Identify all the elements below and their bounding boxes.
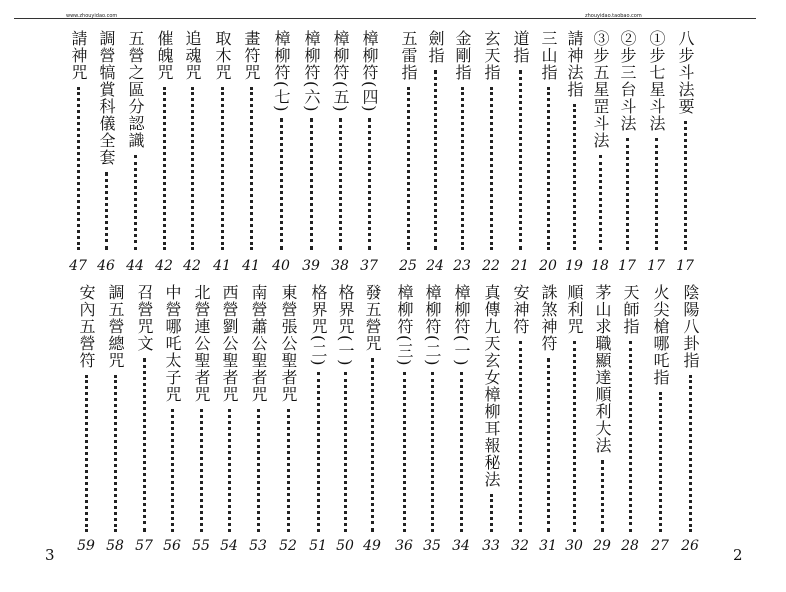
- toc-lower-page-number: 34: [452, 538, 470, 554]
- dot-leader: [163, 87, 166, 250]
- dot-leader: [601, 460, 604, 532]
- dot-leader: [684, 121, 687, 250]
- dot-leader: [77, 87, 80, 250]
- toc-upper-entry-title: ①步七星斗法: [647, 30, 666, 132]
- toc-upper-entry: [300, 30, 322, 250]
- dot-leader: [573, 341, 576, 532]
- toc-lower-page-number: 36: [395, 538, 413, 554]
- dot-leader: [143, 358, 146, 532]
- toc-lower-page-number: 35: [423, 538, 441, 554]
- toc-upper-entry: [358, 30, 380, 250]
- toc-lower-entry: [307, 284, 329, 532]
- toc-lower-entry: [679, 284, 701, 532]
- toc-upper-entry-title: ③步五星罡斗法: [591, 30, 610, 149]
- toc-lower-page-number: 49: [363, 538, 381, 554]
- toc-lower-page-number: 31: [539, 538, 557, 554]
- toc-lower-page-number: 55: [192, 538, 210, 554]
- dot-leader: [317, 372, 320, 532]
- toc-lower-page-number: 26: [681, 538, 699, 554]
- toc-lower-entry-title: 真傳九天玄女樟柳耳報秘法: [482, 284, 501, 488]
- toc-upper-entry: [509, 30, 531, 250]
- dot-leader: [368, 118, 371, 250]
- dot-leader: [339, 118, 342, 250]
- toc-upper-entry: [240, 30, 262, 250]
- toc-upper-entry: [480, 30, 502, 250]
- toc-upper-entry-title: 請神法指: [565, 30, 584, 98]
- toc-upper-entry: [537, 30, 559, 250]
- toc-upper-entry-title: 金剛指: [453, 30, 472, 81]
- toc-upper-entry-title: 樟柳符(五): [331, 30, 350, 113]
- toc-upper-page-number: 23: [453, 258, 471, 274]
- toc-lower-entry-title: 南營蕭公聖者咒: [249, 284, 268, 403]
- toc-upper-entry-title: 五營之區分認識: [126, 30, 145, 149]
- toc-upper-entry: [397, 30, 419, 250]
- toc-lower-entry: [537, 284, 559, 532]
- toc-upper-entry-title: 催魄咒: [155, 30, 174, 81]
- toc-upper-entry: [616, 30, 638, 250]
- toc-upper-entry-title: 取木咒: [213, 30, 232, 81]
- toc-lower-entry-title: 北營連公聖者咒: [192, 284, 211, 403]
- toc-lower-entry: [509, 284, 531, 532]
- toc-lower-page-number: 54: [220, 538, 238, 554]
- folio-left: 3: [45, 546, 55, 564]
- toc-lower-page-number: 56: [163, 538, 181, 554]
- toc-upper-page-number: 44: [126, 258, 144, 274]
- dot-leader: [403, 372, 406, 532]
- dot-leader: [460, 372, 463, 532]
- toc-lower-entry: [421, 284, 443, 532]
- dot-leader: [655, 138, 658, 250]
- toc-lower-page-number: 53: [249, 538, 267, 554]
- toc-lower-entry-title: 格界咒(二): [309, 284, 328, 367]
- toc-upper-page-number: 38: [331, 258, 349, 274]
- toc-lower-entry: [619, 284, 641, 532]
- dot-leader: [573, 104, 576, 250]
- toc-upper-page-number: 46: [97, 258, 115, 274]
- toc-lower-entry: [649, 284, 671, 532]
- toc-lower-entry: [393, 284, 415, 532]
- toc-lower-entry: [218, 284, 240, 532]
- toc-upper-entry: [563, 30, 585, 250]
- toc-lower-entry-title: 樟柳符(三): [395, 284, 414, 367]
- toc-lower-entry-title: 安神符: [511, 284, 530, 335]
- toc-upper-page-number: 39: [302, 258, 320, 274]
- toc-upper-entry-title: 劍指: [426, 30, 445, 64]
- dot-leader: [519, 341, 522, 532]
- toc-lower-entry-title: 茅山求職顯達順利大法: [593, 284, 612, 454]
- toc-lower-entry-title: 火尖槍哪吒指: [651, 284, 670, 386]
- dot-leader: [134, 155, 137, 250]
- toc-upper-entry: [124, 30, 146, 250]
- toc-lower-entry-title: 西營劉公聖者咒: [220, 284, 239, 403]
- toc-lower-entry-title: 發五營咒: [363, 284, 382, 352]
- toc-upper-entry: [270, 30, 292, 250]
- toc-lower-entry-title: 順利咒: [565, 284, 584, 335]
- toc-upper-entry-title: 八步斗法要: [676, 30, 695, 115]
- toc-lower-page-number: 52: [279, 538, 297, 554]
- toc-upper-entry: [329, 30, 351, 250]
- toc-upper-entry: [645, 30, 667, 250]
- toc-lower-entry: [480, 284, 502, 532]
- toc-upper-entry-title: 道指: [511, 30, 530, 64]
- dot-leader: [519, 70, 522, 250]
- dot-leader: [257, 409, 260, 532]
- dot-leader: [85, 375, 88, 532]
- toc-upper-page-number: 42: [155, 258, 173, 274]
- toc-upper-entry: [153, 30, 175, 250]
- toc-upper-page-number: 17: [647, 258, 665, 274]
- toc-upper-page-number: 21: [511, 258, 529, 274]
- toc-lower-entry-title: 調五營總咒: [106, 284, 125, 369]
- dot-leader: [287, 409, 290, 532]
- dot-leader: [689, 375, 692, 532]
- dot-leader: [431, 372, 434, 532]
- dot-leader: [114, 375, 117, 532]
- toc-lower-entry-title: 格界咒(一): [336, 284, 355, 367]
- dot-leader: [407, 87, 410, 250]
- dot-leader: [626, 138, 629, 250]
- toc-lower-entry-title: 召營咒文: [135, 284, 154, 352]
- dot-leader: [191, 87, 194, 250]
- folio-right: 2: [733, 546, 743, 564]
- toc-lower-page-number: 58: [106, 538, 124, 554]
- toc-upper-page-number: 37: [360, 258, 378, 274]
- toc-lower-entry: [104, 284, 126, 532]
- toc-lower-page-number: 57: [135, 538, 153, 554]
- toc-lower-entry: [334, 284, 356, 532]
- toc-lower-entry: [75, 284, 97, 532]
- toc-upper-entry-title: 請神咒: [69, 30, 88, 81]
- toc-upper-entry: [67, 30, 89, 250]
- toc-lower-entry-title: 東營張公聖者咒: [279, 284, 298, 403]
- toc-upper-entry-title: 玄天指: [482, 30, 501, 81]
- dot-leader: [547, 358, 550, 532]
- toc-upper-entry-title: 樟柳符(四): [360, 30, 379, 113]
- dot-leader: [280, 118, 283, 250]
- dot-leader: [228, 409, 231, 532]
- toc-upper-entry: [424, 30, 446, 250]
- toc-lower-entry-title: 安內五營符: [77, 284, 96, 369]
- toc-upper-entry: [211, 30, 233, 250]
- toc-lower-entry: [361, 284, 383, 532]
- toc-lower-entry-title: 樟柳符(二): [423, 284, 442, 367]
- toc-lower-entry: [563, 284, 585, 532]
- toc-upper-entry: [181, 30, 203, 250]
- toc-upper-page-number: 19: [565, 258, 583, 274]
- toc-lower-page-number: 50: [336, 538, 354, 554]
- toc-lower-page-number: 30: [565, 538, 583, 554]
- toc-upper-page-number: 47: [69, 258, 87, 274]
- dot-leader: [490, 494, 493, 532]
- toc-upper-entry-title: 調營犒賞科儀全套: [97, 30, 116, 166]
- toc-lower-entry: [277, 284, 299, 532]
- dot-leader: [547, 87, 550, 250]
- toc-upper-page-number: 17: [618, 258, 636, 274]
- watermark-left: www.zhouyidao.com: [66, 13, 118, 19]
- toc-upper-entry-title: 樟柳符(七): [272, 30, 291, 113]
- dot-leader: [221, 87, 224, 250]
- toc-lower-entry: [190, 284, 212, 532]
- scan-header-rule: [14, 18, 756, 19]
- toc-upper-entry-title: ②步三台斗法: [618, 30, 637, 132]
- dot-leader: [659, 392, 662, 532]
- toc-upper-entry: [95, 30, 117, 250]
- toc-lower-page-number: 28: [621, 538, 639, 554]
- toc-upper-page-number: 18: [591, 258, 609, 274]
- watermark-right: zhouyidao.taobao.com: [585, 13, 642, 19]
- toc-upper-page-number: 41: [242, 258, 260, 274]
- toc-lower-entry-title: 中營哪吒太子咒: [163, 284, 182, 403]
- toc-lower-entry: [161, 284, 183, 532]
- toc-upper-page-number: 40: [272, 258, 290, 274]
- toc-lower-entry-title: 陰陽八卦指: [681, 284, 700, 369]
- toc-lower-page-number: 33: [482, 538, 500, 554]
- toc-lower-entry: [247, 284, 269, 532]
- dot-leader: [599, 155, 602, 250]
- dot-leader: [629, 341, 632, 532]
- toc-upper-page-number: 41: [213, 258, 231, 274]
- dot-leader: [434, 70, 437, 250]
- dot-leader: [171, 409, 174, 532]
- toc-upper-entry-title: 畫符咒: [242, 30, 261, 81]
- toc-lower-entry: [591, 284, 613, 532]
- toc-lower-entry: [133, 284, 155, 532]
- toc-upper-entry: [674, 30, 696, 250]
- toc-upper-entry: [589, 30, 611, 250]
- dot-leader: [200, 409, 203, 532]
- dot-leader: [490, 87, 493, 250]
- toc-lower-page-number: 59: [77, 538, 95, 554]
- dot-leader: [461, 87, 464, 250]
- toc-lower-entry-title: 誅煞神符: [539, 284, 558, 352]
- toc-upper-entry: [451, 30, 473, 250]
- toc-upper-page-number: 17: [676, 258, 694, 274]
- toc-upper-page-number: 25: [399, 258, 417, 274]
- toc-upper-page-number: 42: [183, 258, 201, 274]
- dot-leader: [310, 118, 313, 250]
- toc-lower-page-number: 51: [309, 538, 327, 554]
- toc-lower-entry: [450, 284, 472, 532]
- toc-upper-entry-title: 五雷指: [399, 30, 418, 81]
- toc-lower-entry-title: 天師指: [621, 284, 640, 335]
- toc-lower-page-number: 29: [593, 538, 611, 554]
- toc-upper-entry-title: 樟柳符(六): [302, 30, 321, 113]
- toc-upper-entry-title: 三山指: [539, 30, 558, 81]
- dot-leader: [250, 87, 253, 250]
- toc-lower-page-number: 32: [511, 538, 529, 554]
- dot-leader: [105, 172, 108, 250]
- toc-lower-entry-title: 樟柳符(一): [452, 284, 471, 367]
- toc-lower-page-number: 27: [651, 538, 669, 554]
- toc-upper-page-number: 24: [426, 258, 444, 274]
- dot-leader: [344, 372, 347, 532]
- dot-leader: [371, 358, 374, 532]
- toc-upper-entry-title: 追魂咒: [183, 30, 202, 81]
- toc-upper-page-number: 22: [482, 258, 500, 274]
- toc-upper-page-number: 20: [539, 258, 557, 274]
